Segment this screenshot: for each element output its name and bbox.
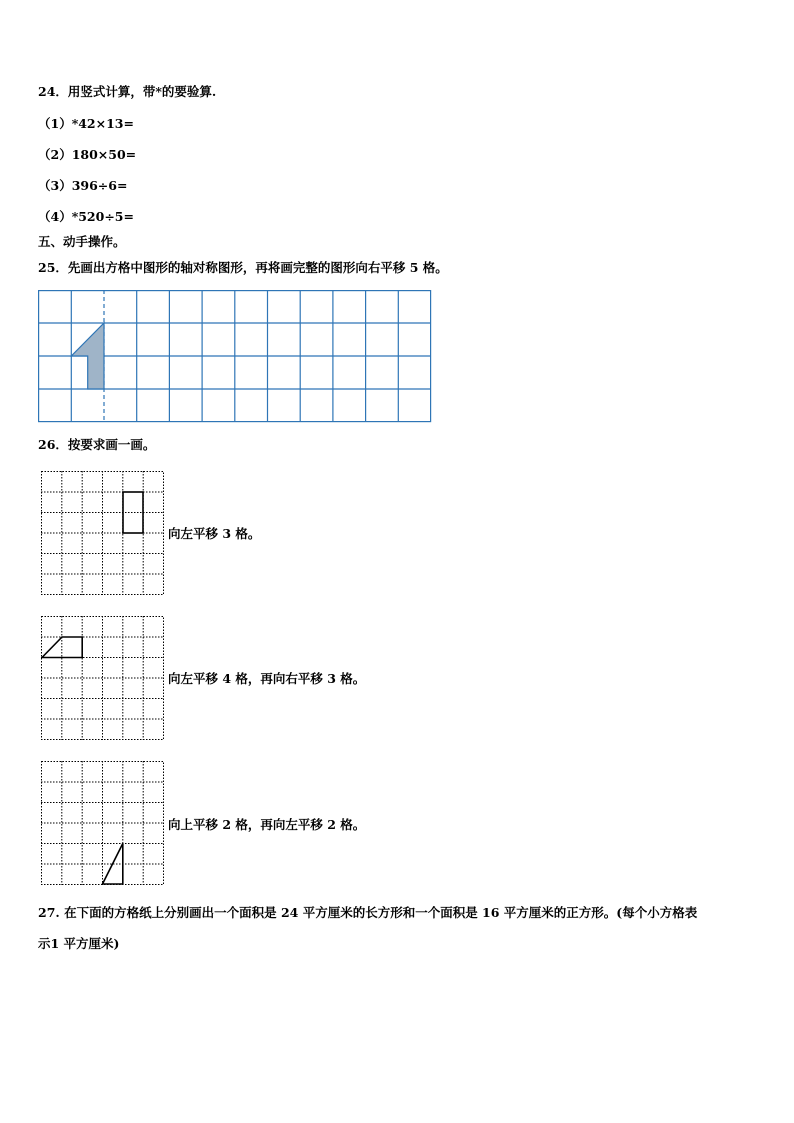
q24-item-3: （3）396÷6=: [38, 178, 128, 193]
q25-half-shape: [71, 323, 104, 389]
q26-grid-3-svg: [41, 761, 165, 886]
q24-item-2: （2）180×50=: [38, 147, 137, 162]
q24-item-1: （1）*42×13=: [38, 116, 134, 131]
q25-grid-svg: [38, 290, 432, 423]
q24-item-4: （4）*520÷5=: [38, 209, 134, 224]
q26-title: 26．按要求画一画。: [38, 437, 156, 452]
q25-grid: [38, 290, 432, 423]
q26-grid-1-svg: [41, 471, 165, 596]
q26-instruction-2: 向左平移 4 格，再向右平移 3 格。: [168, 671, 366, 686]
q26-grid-1: [41, 471, 165, 596]
q27-text-line-1: 27. 在下面的方格纸上分别画出一个面积是 24 平方厘米的长方形和一个面积是 16 平方厘米的正方形。(每个小方格表: [38, 905, 698, 920]
section5-title: 五、动手操作。: [38, 234, 126, 249]
q26-grid-2: [41, 616, 165, 741]
q27-text-line-2: 示1 平方厘米): [38, 936, 120, 951]
q25-title: 25．先画出方格中图形的轴对称图形，再将画完整的图形向右平移 5 格。: [38, 260, 448, 275]
q24-title: 24．用竖式计算，带*的要验算.: [38, 84, 217, 99]
q26-grid-3: [41, 761, 165, 886]
q26-grid-2-svg: [41, 616, 165, 741]
q26-instruction-3: 向上平移 2 格，再向左平移 2 格。: [168, 817, 366, 832]
q26-instruction-1: 向左平移 3 格。: [168, 526, 261, 541]
